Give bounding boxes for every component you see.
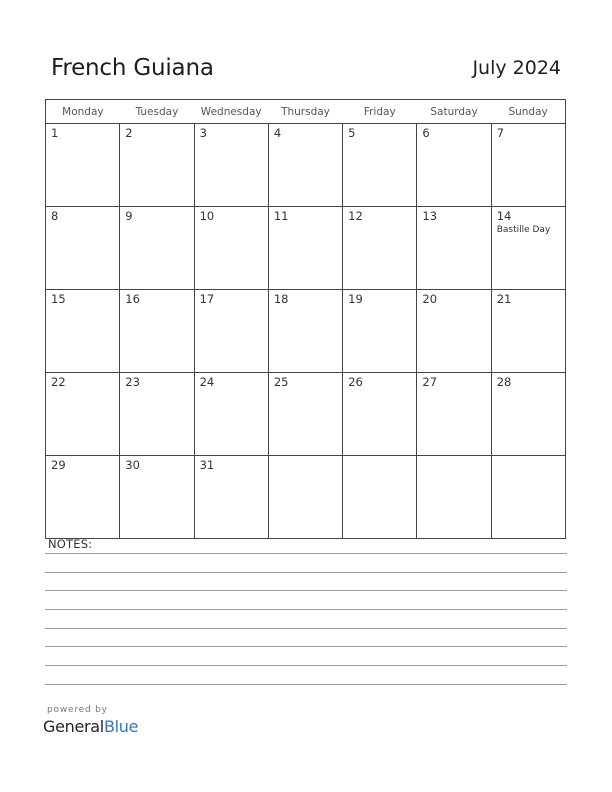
day-cell — [343, 290, 417, 373]
weekday-monday: Monday — [46, 100, 120, 124]
day-number: 24 — [199, 375, 215, 389]
day-cell — [268, 207, 342, 290]
note-line — [45, 590, 567, 591]
month-label: July 2024 — [472, 57, 561, 79]
day-number: 16 — [125, 292, 140, 306]
day-number: 8 — [51, 209, 59, 223]
day-number: 27 — [422, 375, 438, 389]
day-cell — [194, 124, 268, 207]
day-number: 30 — [125, 458, 140, 472]
note-line — [45, 646, 567, 647]
weekday-saturday: Saturday — [417, 100, 491, 124]
day-number: 14 — [496, 209, 512, 223]
day-cell — [46, 124, 120, 207]
day-number: 10 — [199, 209, 215, 223]
day-cell — [491, 456, 565, 539]
note-line — [45, 684, 567, 685]
generalblue-logo[interactable] — [43, 717, 138, 736]
day-number: 13 — [422, 209, 438, 223]
day-number: 2 — [125, 126, 133, 140]
brand-general: General — [43, 717, 104, 736]
day-cell — [343, 207, 417, 290]
weekday-wednesday: Wednesday — [194, 100, 268, 124]
day-cell — [417, 456, 491, 539]
notes-label: NOTES: — [48, 537, 93, 551]
note-line — [45, 553, 567, 554]
day-cell — [417, 290, 491, 373]
day-cell — [120, 124, 194, 207]
weekday-thursday: Thursday — [268, 100, 342, 124]
week-row — [46, 124, 566, 207]
day-cell — [268, 373, 342, 456]
day-cell — [46, 207, 120, 290]
day-cell — [343, 456, 417, 539]
weekday-tuesday: Tuesday — [120, 100, 194, 124]
week-row — [46, 207, 566, 290]
day-number: 28 — [496, 375, 512, 389]
day-number: 9 — [125, 209, 133, 223]
day-cell — [491, 290, 565, 373]
day-number: 18 — [273, 292, 289, 306]
day-number: 5 — [348, 126, 356, 140]
day-cell — [194, 290, 268, 373]
weekday-header-row — [46, 100, 566, 124]
day-number: 6 — [422, 126, 430, 140]
day-cell — [194, 456, 268, 539]
day-cell — [491, 373, 565, 456]
day-cell — [194, 207, 268, 290]
day-number: 3 — [199, 126, 207, 140]
note-line — [45, 572, 567, 573]
day-number: 19 — [348, 292, 363, 306]
day-number: 4 — [273, 126, 282, 140]
day-number: 25 — [273, 375, 289, 389]
note-line — [45, 609, 567, 610]
day-number: 7 — [496, 126, 505, 140]
day-cell — [194, 373, 268, 456]
day-number: 15 — [51, 292, 66, 306]
day-cell — [343, 373, 417, 456]
day-cell — [120, 207, 194, 290]
day-cell — [491, 124, 565, 207]
week-row — [46, 290, 566, 373]
powered-by-text: powered by — [47, 705, 108, 715]
day-cell — [343, 124, 417, 207]
day-cell — [120, 290, 194, 373]
day-number: 23 — [125, 375, 140, 389]
weekday-sunday: Sunday — [491, 100, 565, 124]
day-cell — [417, 124, 491, 207]
day-cell — [120, 373, 194, 456]
week-row — [46, 373, 566, 456]
day-number: 12 — [348, 209, 363, 223]
day-cell — [417, 373, 491, 456]
day-cell — [491, 207, 565, 290]
week-row — [46, 456, 566, 539]
day-cell — [46, 290, 120, 373]
day-number: 11 — [273, 209, 289, 223]
day-cell — [268, 290, 342, 373]
day-number: 1 — [51, 126, 59, 140]
day-number: 29 — [51, 458, 66, 472]
day-cell — [268, 456, 342, 539]
day-number: 22 — [51, 375, 66, 389]
brand-blue: Blue — [103, 717, 139, 736]
day-cell — [46, 456, 120, 539]
page-title: French Guiana — [51, 55, 214, 81]
holiday-label: Bastille Day — [496, 225, 551, 235]
day-cell — [268, 124, 342, 207]
day-number: 26 — [348, 375, 363, 389]
calendar-grid — [45, 99, 566, 539]
day-number: 31 — [199, 458, 215, 472]
note-line — [45, 665, 567, 666]
day-number: 21 — [496, 292, 512, 306]
day-cell — [46, 373, 120, 456]
note-line — [45, 628, 567, 629]
day-cell — [417, 207, 491, 290]
day-cell — [120, 456, 194, 539]
day-number: 20 — [422, 292, 438, 306]
weekday-friday: Friday — [343, 100, 417, 124]
day-number: 17 — [199, 292, 215, 306]
